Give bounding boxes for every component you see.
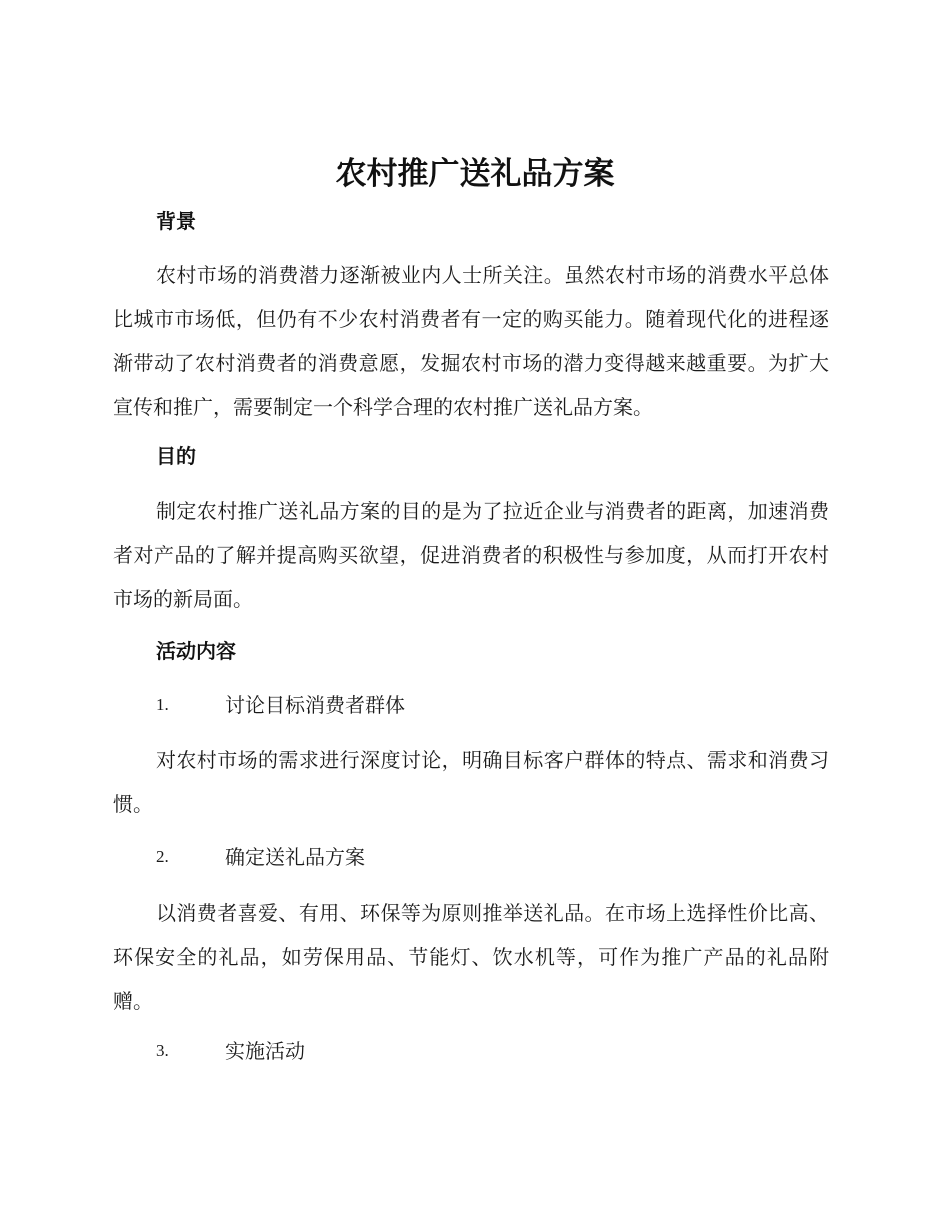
document-title: 农村推广送礼品方案 [335, 156, 615, 192]
list-item-2 [156, 842, 756, 872]
list-number: 3. [156, 1041, 169, 1060]
list-item-title: 实施活动 [225, 1039, 305, 1063]
list-item-title: 确定送礼品方案 [225, 845, 365, 869]
list-item-2-body: 以消费者喜爱、有用、环保等为原则推举送礼品。在市场上选择性价比高、环保安全的礼品，如劳保用品、节能灯、饮水机等，可作为推广产品的礼品附赠。 [113, 901, 829, 1013]
list-item-1 [156, 690, 756, 720]
list-number: 2. [156, 847, 169, 866]
list-number: 1. [156, 695, 169, 714]
list-item-title: 讨论目标消费者群体 [225, 693, 405, 717]
section-heading-activities: 活动内容 [156, 639, 236, 663]
list-item-3 [156, 1036, 756, 1066]
background-paragraph: 农村市场的消费潜力逐渐被业内人士所关注。虽然农村市场的消费水平总体比城市市场低，但仍有不少农村消费者有一定的购买能力。随着现代化的进程逐渐带动了农村消费者的消费意愿，发掘农村市场的潜力变得越来越重要。为扩大宣传和推广，需要制定一个科学合理的农村推广送礼品方案。 [113, 263, 829, 419]
section-heading-background: 背景 [156, 209, 196, 233]
purpose-paragraph: 制定农村推广送礼品方案的目的是为了拉近企业与消费者的距离，加速消费者对产品的了解并提高购买欲望，促进消费者的积极性与参加度，从而打开农村市场的新局面。 [113, 499, 829, 611]
section-heading-purpose: 目的 [156, 444, 196, 468]
list-item-1-body: 对农村市场的需求进行深度讨论，明确目标客户群体的特点、需求和消费习惯。 [113, 748, 829, 816]
